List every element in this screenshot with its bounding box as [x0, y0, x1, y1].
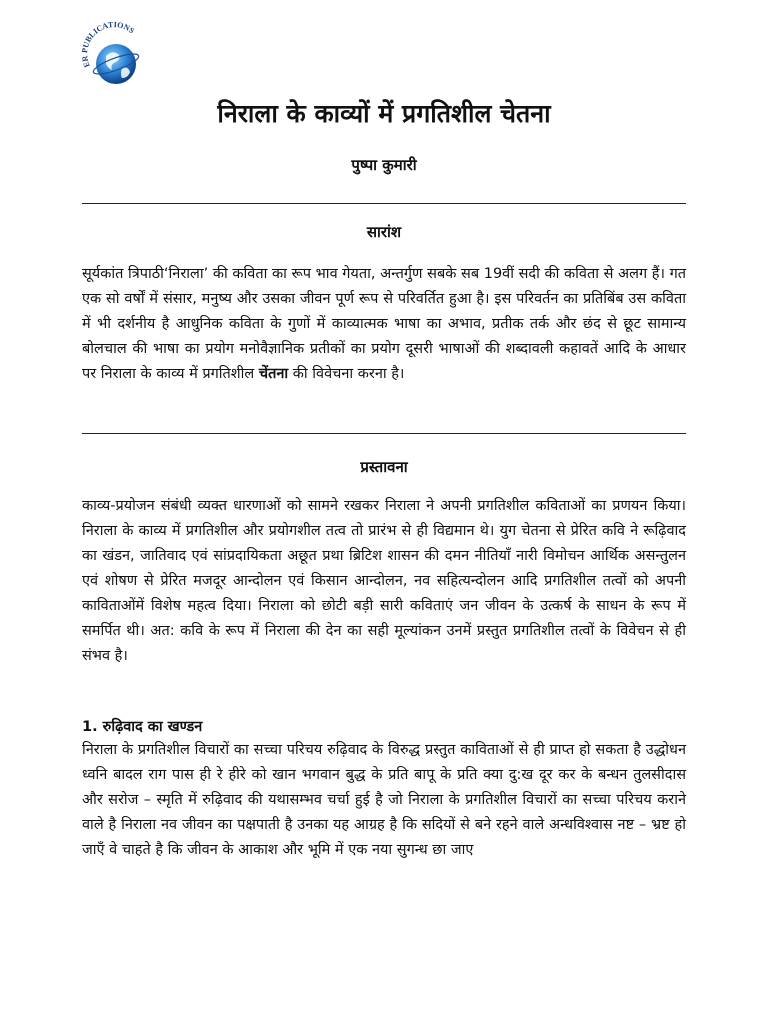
abstract-paragraph	[82, 262, 686, 387]
paper-title: निराला के काव्यों में प्रगतिशील चेतना	[217, 99, 551, 128]
abstract-text: सूर्यकांत त्रिपाठी‘निराला’ की कविता का रूप भाव गेयता, अन्तर्गुण सबके सब 19वीं सदी की कविता से अलग हैं। गत एक सो वर्षों में संसार, मनुष्य और उसका जीवन पूर्ण रूप से परिवर्तित हुआ है। इस परिवर्तन का प्रतिबिंब उस कविता में भी दर्शनीय है आधुनिक कविता के गुणों में काव्यात्मक भाषा का अभाव, प्रतीक तर्क और छंद से छूट सामान्य बोलचाल की भाषा का प्रयोग मनोवैज्ञानिक प्रतीकों का प्रयोग दूसरी भाषाओं की शब्दावली कहावतें आदि के आधार पर निराला के काव्य में प्रगतिशील	[82, 266, 687, 382]
section1-paragraph: निराला के प्रगतिशील विचारों का सच्चा परिचय रुढ़िवाद के विरुद्ध प्रस्तुत काविताओं से ही प्राप्त हो सकता है उद्धोधन ध्वनि बादल राग पास ही रे हीरे को खान भगवान बुद्ध के प्रति बापू के प्रति क्या दु:ख दूर कर के बन्धन तुलसीदास और सरोज – स्मृति में रुढ़िवाद की यथासम्भव चर्चा हुई है जो निराला के प्रगतिशील विचारों का सच्चा परिचय कराने वाले है निराला नव जीवन का पक्षपाती है उनका यह आग्रह है कि सदियों से बने रहने वाले अन्धविश्वास नष्ट – भ्रष्ट हो जाएँ वे चाहते है कि जीवन के आकाश और भूमि में एक नया सुगन्ध छा जाए	[82, 742, 686, 858]
logo-text: ER PUBLICATIONS	[80, 22, 136, 69]
intro-paragraph: काव्य-प्रयोजन संबंधी व्यक्त धारणाओं को सामने रखकर निराला ने अपनी प्रगतिशील कविताओं का प्रणयन किया। निराला के काव्य में प्रगतिशील और प्रयोगशील तत्व तो प्रारंभ से ही विद्यमान थे। युग चेतना से प्रेरित कवि ने रूढ़िवाद का खंडन, जातिवाद एवं सांप्रदायिकता अछूत प्रथा ब्रिटिश शासन की दमन नीतियाँ नारी विमोचन आर्थिक असन्तुलन एवं शोषण से प्रेरित मजदूर आन्दोलन एवं किसान आन्दोलन, नव सहित्यन्दोलन आदि प्रगतिशील तत्वों को अपनी काविताओंमें विशेष महत्व दिया। निराला को छोटी बड़ी सारी कविताएं जन जीवन के उत्कर्ष के साधन के रूप में समर्पित थी। अत: कवि के रूप में निराला की देन का सही मूल्यांकन उनमें प्रस्तुत प्रगतिशील तत्वों के विवेचन से ही संभव है।	[82, 498, 687, 664]
abstract-heading: सारांश	[366, 223, 402, 241]
divider-top	[82, 203, 686, 204]
abstract-bold-word: चेंतना	[258, 366, 289, 382]
globe-logo-icon	[78, 22, 150, 94]
author-name: पुष्पा कुमारी	[351, 156, 417, 174]
intro-heading: प्रस्तावना	[360, 458, 408, 476]
section1-heading: 1. रुढ़िवाद का खण्डन	[82, 719, 203, 735]
divider-middle	[82, 433, 686, 434]
abstract-text-end: की विवेचना करना है।	[288, 366, 405, 382]
publisher-logo	[78, 22, 150, 94]
